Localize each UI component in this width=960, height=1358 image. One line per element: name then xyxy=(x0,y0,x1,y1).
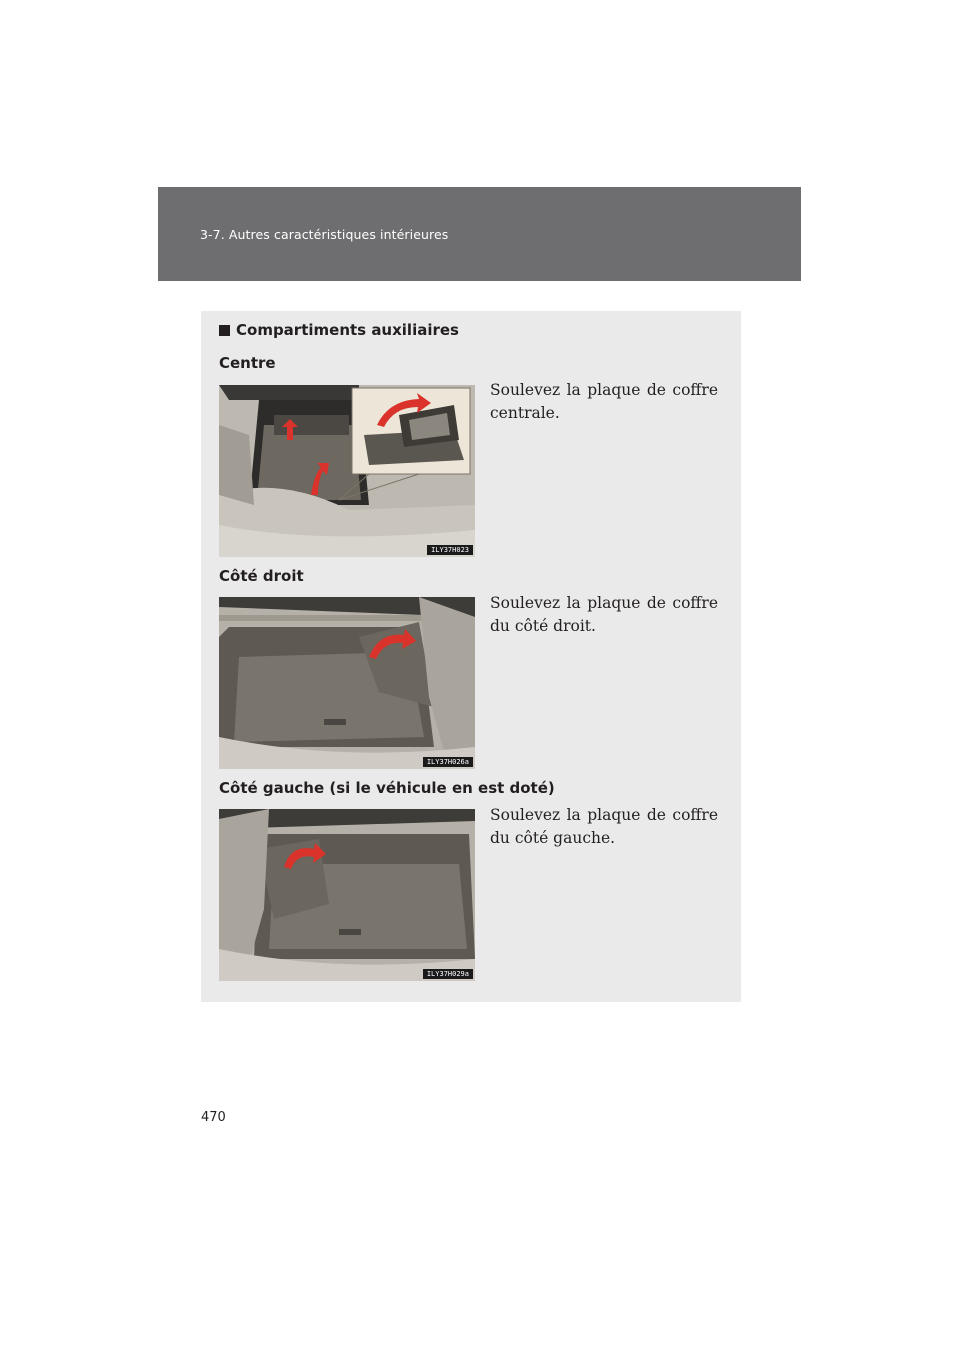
page-number: 470 xyxy=(201,1110,226,1125)
figure-code: ILY37H023 xyxy=(427,545,473,555)
info-panel xyxy=(201,311,741,1002)
section-header: 3-7. Autres caractéristiques intérieures xyxy=(200,227,449,242)
subheading-centre: Centre xyxy=(219,354,276,372)
figure-left-trunk xyxy=(219,809,475,981)
figure-code: ILY37H026a xyxy=(423,757,473,767)
description-right-side: Soulevez la plaque de coffre du côté droit. xyxy=(490,594,718,635)
description-centre: Soulevez la plaque de coffre centrale. xyxy=(490,381,718,422)
figure-right-trunk xyxy=(219,597,475,769)
section-title-text: Compartiments auxiliaires xyxy=(236,321,459,339)
figure-code: ILY37H029a xyxy=(423,969,473,979)
subheading-right-side: Côté droit xyxy=(219,567,304,585)
figure-centre-trunk xyxy=(219,385,475,557)
section-title xyxy=(219,321,459,339)
description-left-side: Soulevez la plaque de coffre du côté gauche. xyxy=(490,806,718,847)
header-band xyxy=(158,187,801,281)
subheading-left-side: Côté gauche (si le véhicule en est doté) xyxy=(219,779,555,797)
square-bullet-icon xyxy=(219,325,230,336)
